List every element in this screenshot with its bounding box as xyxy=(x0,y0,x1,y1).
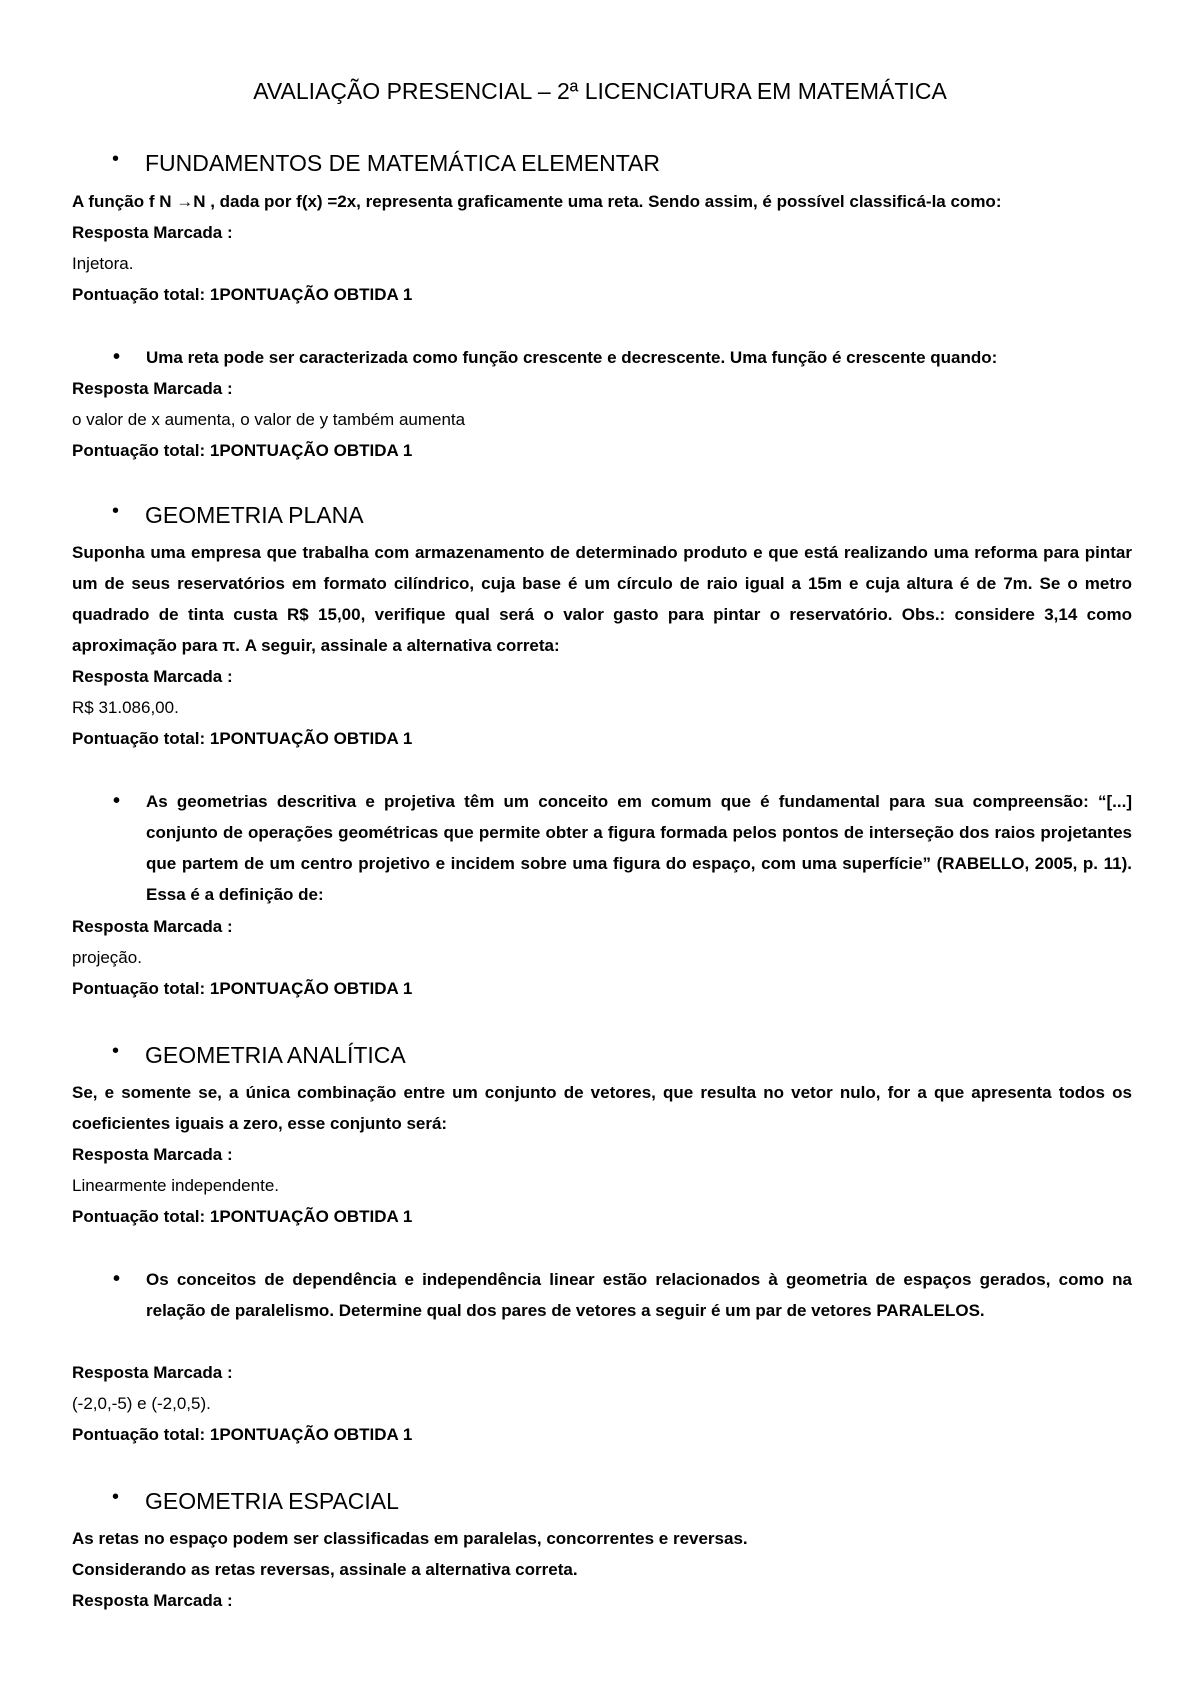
question-text: As retas no espaço podem ser classificadas em paralelas, concorrentes e reversas. xyxy=(72,1529,748,1548)
answer-label: Resposta Marcada : xyxy=(72,1591,233,1610)
answer-label: Resposta Marcada : xyxy=(72,917,233,936)
score-line: Pontuação total: 1PONTUAÇÃO OBTIDA 1 xyxy=(72,285,413,304)
bullet-icon: • xyxy=(113,346,121,368)
answer-text: R$ 31.086,00. xyxy=(72,698,179,717)
answer-text: projeção. xyxy=(72,948,142,967)
document-page: AVALIAÇÃO PRESENCIAL – 2ª LICENCIATURA EM MATEMÁTICA • FUNDAMENTOS DE MATEMÁTICA ELEMENTAR A função f N →N , dada por f(x) =2x, representa graficamente uma reta. Sendo assim, é possível classificá-la como: Resposta Marcada : Injetora. Pontuação total: 1PONTUAÇÃO OBTIDA 1 • Uma reta pode ser caracterizada como função crescente e decrescente. Uma função é crescente quando: Resposta Marcada : o valor de x aumenta, o valor de y também aumenta Pontuação total: 1PONTUAÇÃO OBTIDA 1 • GEOMETRIA PLANA Suponha uma empresa que trabalha com armazenamento de determinado produto e que está realizando uma reforma para pintar um de seus reservatórios em formato cilíndrico, cuja base é um círculo de raio igual a 15m e cuja altura é de 7m. Se o metro quadrado de tinta custa R$ 15,00, verifique qual será o valor gasto para pintar o reservatório. Obs.: considere 3,14 como aproximação para π. A seguir, assinale a alternativa correta: Resposta Marcada : R$ 31.086,00. Pontuação total: 1PONTUAÇÃO OBTIDA 1 • As geometrias descritiva e projetiva têm um conceito em comum que é fundamental para sua compreensão: “[...] conjunto de operações geométricas que permite obter a figura formada pelos pontos de interseção dos raios projetantes que partem de um centro projetivo e incidem sobre uma figura do espaço, com uma superfície” (RABELLO, 2005, p. 11). Essa é a definição de: Resposta Marcada : projeção. Pontuação total: 1PONTUAÇÃO OBTIDA 1 • GEOMETRIA ANALÍTICA Se, e somente se, a única combinação entre um conjunto de vetores, que resulta no vetor nulo, for a que apresenta todos os coeficientes iguais a zero, esse conjunto será: Resposta Marcada : Linearmente independente. Pontuação total: 1PONTUAÇÃO OBTIDA 1 • Os conceitos de dependência e independência linear estão relacionados à geometria de espaços gerados, como na relação de paralelismo. Determine qual dos pares de vetores a seguir é um par de vetores PARALELOS. Resposta Marcada : (-2,0,-5) e (-2,0,5). Pontuação total: 1PONTUAÇÃO OBTIDA 1 • GEOMETRIA ESPACIAL As retas no espaço podem ser classificadas em paralelas, concorrentes e reversas. Considerando as retas reversas, assinale a alternativa correta. Resposta Marcada : xyxy=(0,0,1200,1696)
score-line: Pontuação total: 1PONTUAÇÃO OBTIDA 1 xyxy=(72,729,413,748)
answer-text: Injetora. xyxy=(72,254,134,273)
answer-text: o valor de x aumenta, o valor de y também aumenta xyxy=(72,410,466,429)
answer-label: Resposta Marcada : xyxy=(72,1145,233,1164)
bullet-icon: • xyxy=(113,1268,121,1290)
question-text: Uma reta pode ser caracterizada como função crescente e decrescente. Uma função é crescente quando: xyxy=(146,348,998,367)
question-text: A função f N →N , dada por f(x) =2x, representa graficamente uma reta. Sendo assim, é possível classificá-la como: xyxy=(72,192,1002,211)
answer-label: Resposta Marcada : xyxy=(72,379,233,398)
score-line: Pontuação total: 1PONTUAÇÃO OBTIDA 1 xyxy=(72,1425,413,1444)
answer-label: Resposta Marcada : xyxy=(72,1363,233,1382)
bullet-icon: • xyxy=(113,790,121,812)
answer-text: Linearmente independente. xyxy=(72,1176,279,1195)
answer-label: Resposta Marcada : xyxy=(72,667,233,686)
score-line: Pontuação total: 1PONTUAÇÃO OBTIDA 1 xyxy=(72,979,413,998)
question-text: Os conceitos de dependência e independência linear estão relacionados à geometria de espaços gerados, como na relação de paralelismo. Determine qual dos pares de vetores a seguir é um par de vetores PARALELOS. xyxy=(146,1270,1132,1320)
answer-label: Resposta Marcada : xyxy=(72,223,233,242)
bullet-icon: • xyxy=(112,500,120,522)
document-title: AVALIAÇÃO PRESENCIAL – 2ª LICENCIATURA EM MATEMÁTICA xyxy=(253,78,947,104)
bullet-icon: • xyxy=(112,1040,120,1062)
bullet-icon: • xyxy=(112,1486,120,1508)
question-text: As geometrias descritiva e projetiva têm um conceito em comum que é fundamental para sua compreensão: “[...] conjunto de operações geométricas que permite obter a figura formada pelos pontos de interseção dos raios projetantes que partem de um centro projetivo e incidem sobre uma figura do espaço, com uma superfície” (RABELLO, 2005, p. 11). Essa é a definição de: xyxy=(146,792,1132,904)
score-line: Pontuação total: 1PONTUAÇÃO OBTIDA 1 xyxy=(72,1207,413,1226)
question-text: Se, e somente se, a única combinação entre um conjunto de vetores, que resulta no vetor nulo, for a que apresenta todos os coeficientes iguais a zero, esse conjunto será: xyxy=(72,1083,1132,1133)
question-text: Suponha uma empresa que trabalha com armazenamento de determinado produto e que está realizando uma reforma para pintar um de seus reservatórios em formato cilíndrico, cuja base é um círculo de raio igual a 15m e cuja altura é de 7m. Se o metro quadrado de tinta custa R$ 15,00, verifique qual será o valor gasto para pintar o reservatório. Obs.: considere 3,14 como aproximação para π. A seguir, assinale a alternativa correta: xyxy=(72,543,1132,655)
question-text: Considerando as retas reversas, assinale a alternativa correta. xyxy=(72,1560,578,1579)
score-line: Pontuação total: 1PONTUAÇÃO OBTIDA 1 xyxy=(72,441,413,460)
bullet-icon: • xyxy=(112,148,120,170)
answer-text: (-2,0,-5) e (-2,0,5). xyxy=(72,1394,211,1413)
